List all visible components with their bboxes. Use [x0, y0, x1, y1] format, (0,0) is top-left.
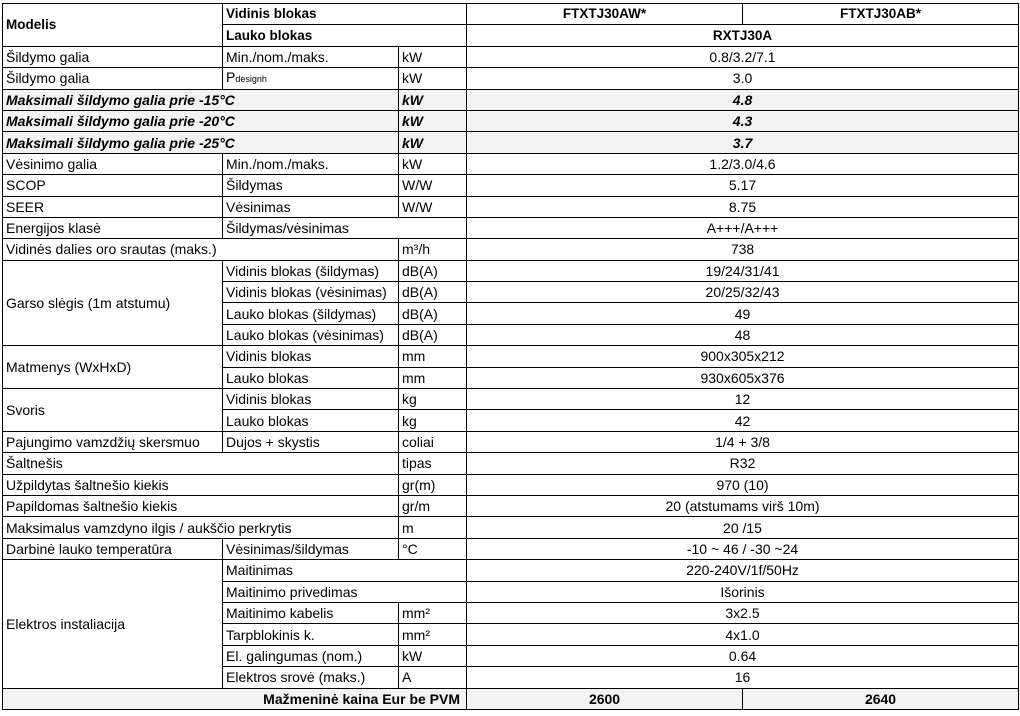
outdoor-model: RXTJ30A	[467, 25, 1019, 46]
param-unit: tipas	[399, 453, 467, 474]
param-value: 0.64	[467, 645, 1019, 666]
param-name: SCOP	[3, 175, 223, 196]
param-sub: El. galingumas (nom.)	[223, 645, 399, 666]
param-unit: dB(A)	[399, 260, 467, 281]
param-name: Maksimalus vamzdyno ilgis / aukščio perkrytis	[3, 517, 399, 538]
param-name: Šildymo galia	[3, 46, 223, 67]
param-unit: kW	[399, 132, 467, 153]
param-sub: Vėsinimas	[223, 196, 399, 217]
param-sub: Šildymas	[223, 175, 399, 196]
param-unit: W/W	[399, 196, 467, 217]
pdesign-main: P	[226, 69, 236, 86]
table-row-highlight	[3, 89, 1019, 110]
param-unit: coliai	[399, 431, 467, 452]
param-sub: Elektros srovė (maks.)	[223, 667, 399, 688]
param-unit: gr/m	[399, 495, 467, 516]
param-value: 738	[467, 239, 1019, 260]
model-label: Modelis	[3, 4, 223, 47]
param-sub: Lauko blokas	[223, 410, 399, 431]
param-unit: m	[399, 517, 467, 538]
param-value: 0.8/3.2/7.1	[467, 46, 1019, 67]
param-unit: kW	[399, 46, 467, 67]
param-value: 20 (atstumams virš 10m)	[467, 495, 1019, 516]
param-value: A+++/A+++	[467, 217, 1019, 238]
indoor-model-2: FTXTJ30AB*	[743, 4, 1019, 25]
param-sub: Lauko blokas	[223, 367, 399, 388]
param-value: 1/4 + 3/8	[467, 431, 1019, 452]
param-sub: Lauko blokas (šildymas)	[223, 303, 399, 324]
param-unit: dB(A)	[399, 303, 467, 324]
outdoor-unit-label: Lauko blokas	[223, 25, 467, 46]
param-sub: Tarpblokinis k.	[223, 624, 399, 645]
spec-table	[2, 3, 1019, 710]
param-sub: Vidinis blokas (šildymas)	[223, 260, 399, 281]
table-row	[3, 217, 1019, 238]
table-row	[3, 431, 1019, 452]
param-sub: Vėsinimas/šildymas	[223, 538, 399, 559]
table-row	[3, 46, 1019, 67]
price-label: Mažmeninė kaina Eur be PVM	[3, 688, 467, 709]
param-value: -10 ~ 46 / -30 ~24	[467, 538, 1019, 559]
param-name: Maksimali šildymo galia prie -15°C	[3, 89, 399, 110]
param-value: 42	[467, 410, 1019, 431]
param-value: 970 (10)	[467, 474, 1019, 495]
param-value: 20/25/32/43	[467, 282, 1019, 303]
param-unit: mm²	[399, 624, 467, 645]
param-unit: kW	[399, 153, 467, 174]
table-row-highlight	[3, 110, 1019, 131]
param-value: 49	[467, 303, 1019, 324]
table-row-highlight	[3, 132, 1019, 153]
param-name: Vėsinimo galia	[3, 153, 223, 174]
table-row	[3, 474, 1019, 495]
table-row	[3, 153, 1019, 174]
param-sub: Šildymas/vėsinimas	[223, 217, 467, 238]
param-sub: Lauko blokas (vėsinimas)	[223, 324, 399, 345]
indoor-unit-label: Vidinis blokas	[223, 4, 467, 25]
price-value-1: 2600	[467, 688, 743, 709]
param-value: 1.2/3.0/4.6	[467, 153, 1019, 174]
param-value: Išorinis	[467, 581, 1019, 602]
param-value: 900x305x212	[467, 346, 1019, 367]
param-value: R32	[467, 453, 1019, 474]
param-unit: °C	[399, 538, 467, 559]
param-value: 19/24/31/41	[467, 260, 1019, 281]
table-row	[3, 517, 1019, 538]
param-name: Papildomas šaltnešio kiekis	[3, 495, 399, 516]
param-value: 12	[467, 389, 1019, 410]
param-value: 4x1.0	[467, 624, 1019, 645]
param-value: 20 /15	[467, 517, 1019, 538]
param-name: Darbinė lauko temperatūra	[3, 538, 223, 559]
pdesign-subscript: designh	[235, 74, 267, 85]
param-name: Šildymo galia	[3, 68, 223, 89]
param-value: 48	[467, 324, 1019, 345]
param-name: Vidinės dalies oro srautas (maks.)	[3, 239, 399, 260]
param-unit: mm	[399, 346, 467, 367]
param-value: 16	[467, 667, 1019, 688]
param-value: 3x2.5	[467, 602, 1019, 623]
param-value: 4.3	[467, 110, 1019, 131]
param-unit: kW	[399, 110, 467, 131]
table-row	[3, 389, 1019, 410]
param-sub: Maitinimo privedimas	[223, 581, 467, 602]
param-unit: kg	[399, 410, 467, 431]
param-name: Maksimali šildymo galia prie -20°C	[3, 110, 399, 131]
param-value: 4.8	[467, 89, 1019, 110]
param-unit: mm	[399, 367, 467, 388]
param-unit: gr(m)	[399, 474, 467, 495]
param-value: 220-240V/1f/50Hz	[467, 560, 1019, 581]
table-row	[3, 239, 1019, 260]
param-sub: Dujos + skystis	[223, 431, 399, 452]
param-sub	[223, 68, 399, 89]
param-name: Elektros instaliacija	[3, 560, 223, 688]
param-unit: A	[399, 667, 467, 688]
price-value-2: 2640	[743, 688, 1019, 709]
table-row	[3, 495, 1019, 516]
table-row	[3, 560, 1019, 581]
table-row	[3, 453, 1019, 474]
param-sub: Vidinis blokas	[223, 346, 399, 367]
param-name: Garso slėgis (1m atstumu)	[3, 260, 223, 346]
param-sub: Min./nom./maks.	[223, 153, 399, 174]
param-unit: dB(A)	[399, 324, 467, 345]
table-row	[3, 196, 1019, 217]
param-unit: m³/h	[399, 239, 467, 260]
param-sub: Vidinis blokas	[223, 389, 399, 410]
table-row	[3, 68, 1019, 89]
indoor-model-1: FTXTJ30AW*	[467, 4, 743, 25]
param-name: Šaltnešis	[3, 453, 399, 474]
param-name: Energijos klasė	[3, 217, 223, 238]
param-name: Matmenys (WxHxD)	[3, 346, 223, 389]
param-value: 3.0	[467, 68, 1019, 89]
param-unit: kW	[399, 645, 467, 666]
param-unit: kW	[399, 89, 467, 110]
param-unit: kg	[399, 389, 467, 410]
param-name: Pajungimo vamzdžių skersmuo	[3, 431, 223, 452]
param-name: Užpildytas šaltnešio kiekis	[3, 474, 399, 495]
param-sub: Min./nom./maks.	[223, 46, 399, 67]
table-row	[3, 538, 1019, 559]
header-row-indoor	[3, 4, 1019, 25]
param-unit: dB(A)	[399, 282, 467, 303]
table-row	[3, 260, 1019, 281]
table-row	[3, 346, 1019, 367]
param-sub: Maitinimo kabelis	[223, 602, 399, 623]
param-name: Svoris	[3, 389, 223, 432]
param-name: SEER	[3, 196, 223, 217]
param-unit: W/W	[399, 175, 467, 196]
param-value: 8.75	[467, 196, 1019, 217]
param-unit: kW	[399, 68, 467, 89]
param-unit: mm²	[399, 602, 467, 623]
param-value: 930x605x376	[467, 367, 1019, 388]
param-sub: Vidinis blokas (vėsinimas)	[223, 282, 399, 303]
table-row	[3, 175, 1019, 196]
param-sub: Maitinimas	[223, 560, 467, 581]
price-row	[3, 688, 1019, 709]
param-name: Maksimali šildymo galia prie -25°C	[3, 132, 399, 153]
param-value: 5.17	[467, 175, 1019, 196]
param-value: 3.7	[467, 132, 1019, 153]
